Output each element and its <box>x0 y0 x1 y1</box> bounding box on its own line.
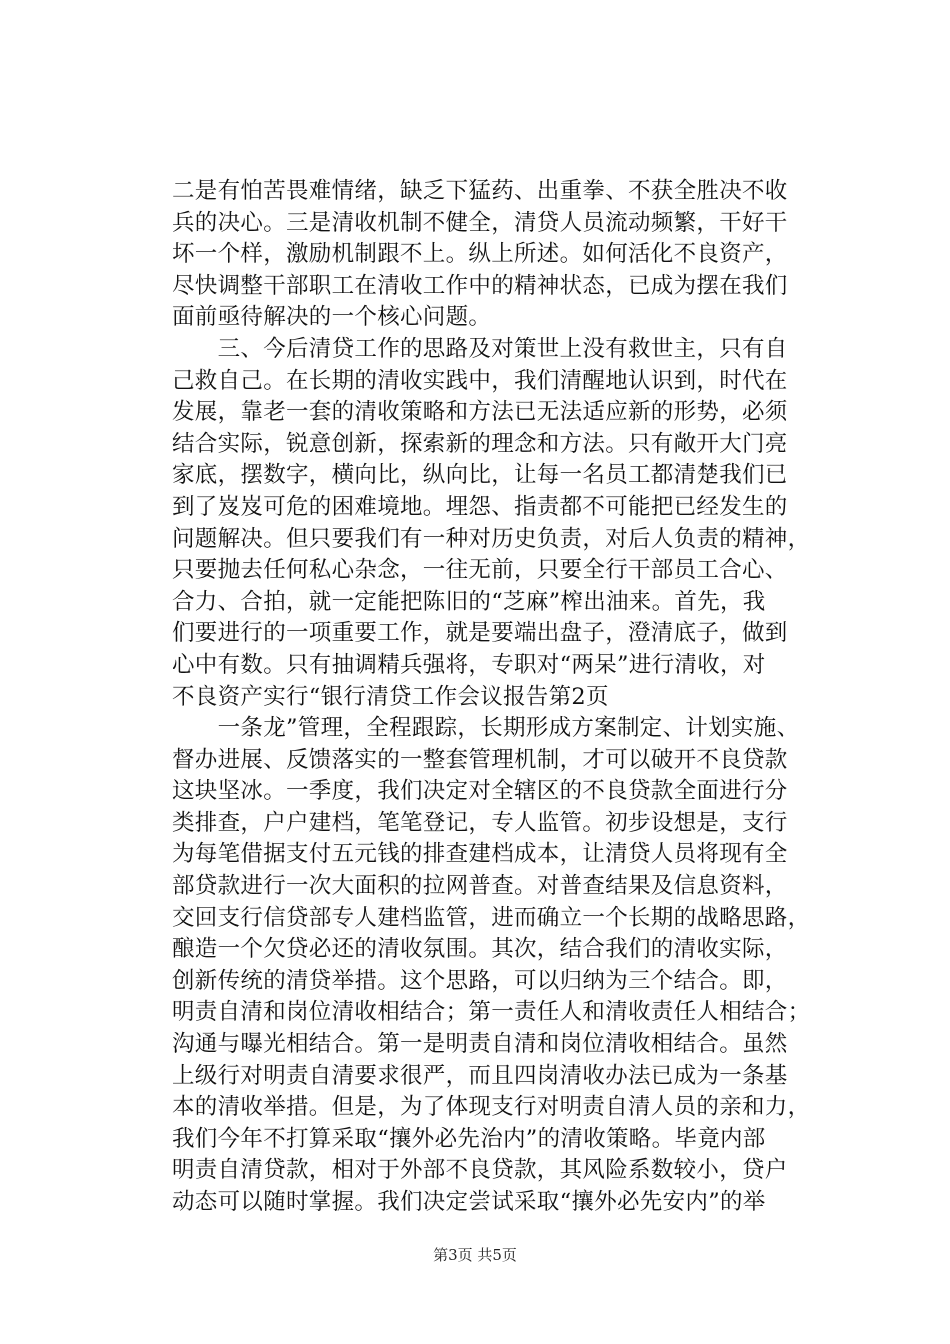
text-line: 为每笔借据支付五元钱的排查建档成本，让清贷人员将现有全 <box>172 841 788 868</box>
text-line: 本的清收举措。但是，为了体现支行对明责自清人员的亲和力， <box>172 1094 811 1121</box>
text-line: 发展，靠老一套的清收策略和方法已无法适应新的形势，必须 <box>172 399 788 426</box>
text-line: 我们今年不打算采取“攘外必先治内”的清收策略。毕竟内部 <box>172 1125 766 1152</box>
text-line: 兵的决心。三是清收机制不健全，清贷人员流动频繁，干好干 <box>172 209 788 236</box>
text-line: 交回支行信贷部专人建档监管，进而确立一个长期的战略思路， <box>172 904 811 931</box>
text-line: 家底，摆数字，横向比，纵向比，让每一名员工都清楚我们已 <box>172 462 788 489</box>
text-line: 一条龙”管理，全程跟踪，长期形成方案制定、计划实施、 <box>172 715 800 742</box>
text-line: 类排查，户户建档，笔笔登记，专人监管。初步设想是，支行 <box>172 809 788 836</box>
text-line: 只要抛去任何私心杂念，一往无前，只要全行干部员工合心、 <box>172 557 788 584</box>
text-line: 酿造一个欠贷必还的清收氛围。其次，结合我们的清收实际， <box>172 936 788 963</box>
text-line: 坏一个样，激励机制跟不上。纵上所述。如何活化不良资产， <box>172 241 788 268</box>
text-line: 三、今后清贷工作的思路及对策世上没有救世主，只有自 <box>172 335 788 362</box>
text-line: 尽快调整干部职工在清收工作中的精神状态，已成为摆在我们 <box>172 272 788 299</box>
text-line: 明责自清和岗位清收相结合；第一责任人和清收责任人相结合； <box>172 999 811 1026</box>
text-line: 这块坚冰。一季度，我们决定对全辖区的不良贷款全面进行分 <box>172 778 788 805</box>
text-line: 己救自己。在长期的清收实践中，我们清醒地认识到，时代在 <box>172 367 788 394</box>
text-line: 合力、合拍，就一定能把陈旧的“芝麻”榨出油来。首先，我 <box>172 588 766 615</box>
text-line: 不良资产实行“银行清贷工作会议报告第2页 <box>172 683 609 710</box>
text-line: 沟通与曝光相结合。第一是明责自清和岗位清收相结合。虽然 <box>172 1031 788 1058</box>
text-line: 上级行对明责自清要求很严，而且四岗清收办法已成为一条基 <box>172 1062 788 1089</box>
text-line: 问题解决。但只要我们有一种对历史负责，对后人负责的精神， <box>172 525 811 552</box>
document-body <box>172 176 840 1219</box>
text-line: 面前亟待解决的一个核心问题。 <box>172 304 492 331</box>
text-line: 到了岌岌可危的困难境地。埋怨、指责都不可能把已经发生的 <box>172 493 788 520</box>
text-line: 结合实际，锐意创新，探索新的理念和方法。只有敞开大门亮 <box>172 430 788 457</box>
text-line: 督办进展、反馈落实的一整套管理机制，才可以破开不良贷款 <box>172 746 788 773</box>
text-line: 明责自清贷款，相对于外部不良贷款，其风险系数较小，贷户 <box>172 1157 788 1184</box>
text-line: 部贷款进行一次大面积的拉网普查。对普查结果及信息资料， <box>172 873 788 900</box>
text-line: 二是有怕苦畏难情绪，缺乏下猛药、出重拳、不获全胜决不收 <box>172 178 788 204</box>
text-line: 心中有数。只有抽调精兵强将，专职对“两呆”进行清收，对 <box>172 651 766 678</box>
text-line: 动态可以随时掌握。我们决定尝试采取“攘外必先安内”的举 <box>172 1189 766 1215</box>
text-line: 创新传统的清贷举措。这个思路，可以归纳为三个结合。即， <box>172 967 788 994</box>
text-line: 们要进行的一项重要工作，就是要端出盘子，澄清底子，做到 <box>172 620 788 647</box>
page-footer: 第3页 共5页 <box>433 1246 517 1264</box>
